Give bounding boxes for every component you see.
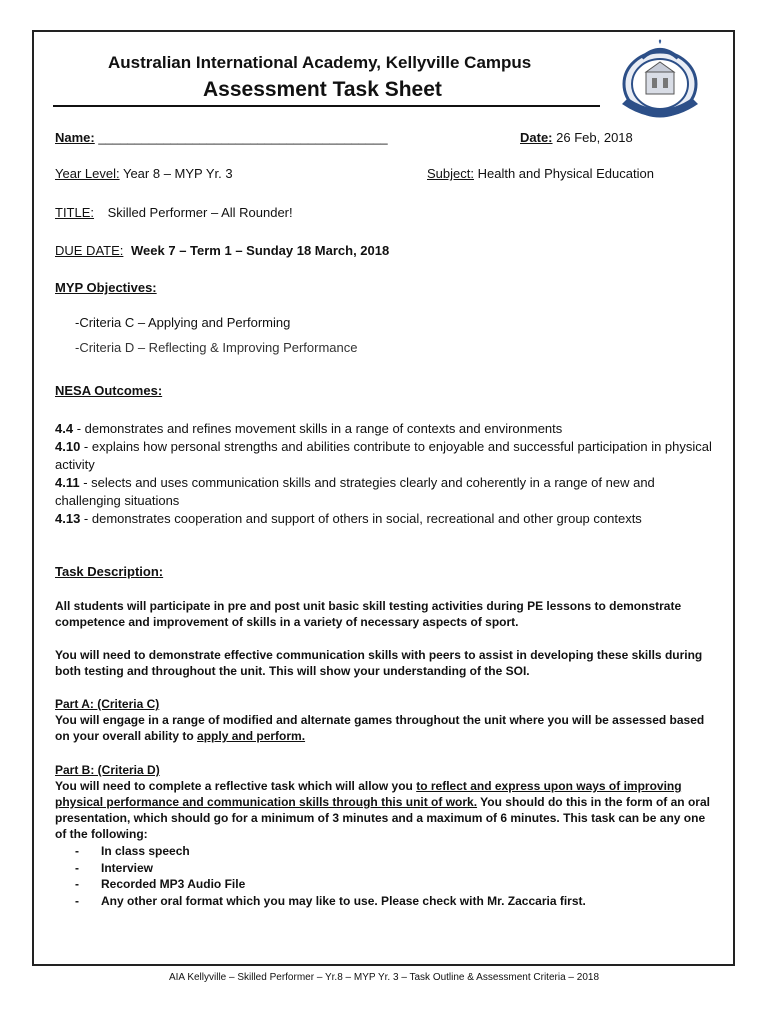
- subject-label: Subject:: [427, 166, 474, 181]
- date-row: [520, 130, 633, 145]
- due-label: DUE DATE:: [55, 243, 124, 258]
- subject-row: [427, 166, 654, 181]
- title-row: [55, 205, 293, 220]
- due-value: Week 7 – Term 1 – Sunday 18 March, 2018: [131, 243, 390, 258]
- task-heading: Task Description:: [55, 564, 164, 579]
- title-value: Skilled Performer – All Rounder!: [107, 205, 293, 220]
- part-a-text: You will engage in a range of modified and alternate games throughout the unit where you will be assessed based on your overall ability to apply and perform.: [55, 713, 705, 743]
- part-a: [55, 696, 715, 744]
- list-item: - Interview: [75, 860, 154, 875]
- list-item: - In class speech: [75, 844, 190, 858]
- option-list: [75, 843, 586, 909]
- myp-heading: MYP Objectives:: [55, 280, 157, 295]
- nesa-item: 4.11 - selects and uses communication skills and strategies clearly and coherently in a range of new and challenging situations: [55, 475, 655, 508]
- myp-item: -Criteria C – Applying and Performing: [75, 315, 291, 330]
- task-paragraph-2: You will need to demonstrate effective communication skills with peers to assist in developing these skills during both testing and throughout the unit. This will show your understanding of the SOI.: [55, 648, 703, 678]
- part-a-heading: Part A: (Criteria C): [55, 697, 160, 711]
- title-label: TITLE:: [55, 205, 95, 220]
- part-b: [55, 762, 715, 842]
- task-paragraph-1: All students will participate in pre and post unit basic skill testing activities during PE lessons to demonstrate competence and improvement of skills in a variety of necessary aspects of sport.: [55, 599, 682, 629]
- myp-item: -Criteria D – Reflecting & Improving Performance: [75, 340, 358, 355]
- page-footer: AIA Kellyville – Skilled Performer – Yr.8 – MYP Yr. 3 – Task Outline & Assessment Criteria – 2018: [168, 972, 600, 983]
- part-b-text: You will need to complete a reflective task which will allow you to reflect and express upon ways of improving physical performance and communication skills through this unit of work. You should do this in the form of an oral presentation, which should go for a minimum of 3 minutes and a maximum of 6 minutes. This task can be any one of the following:: [55, 779, 710, 841]
- due-row: [55, 243, 389, 258]
- date-value: 26 Feb, 2018: [556, 130, 633, 145]
- date-label: Date:: [520, 130, 553, 145]
- nesa-item: 4.13 - demonstrates cooperation and support of others in social, recreational and other group contexts: [55, 511, 642, 526]
- subject-value: Health and Physical Education: [477, 166, 654, 181]
- year-label: Year Level:: [55, 166, 120, 181]
- year-value: Year 8 – MYP Yr. 3: [122, 166, 233, 181]
- nesa-item: 4.4 - demonstrates and refines movement skills in a range of contexts and environments: [55, 421, 563, 436]
- page-title: Assessment Task Sheet: [203, 78, 442, 101]
- nesa-outcomes: [55, 420, 715, 528]
- list-item: - Any other oral format which you may like to use. Please check with Mr. Zaccaria first.: [75, 893, 586, 908]
- school-name: Australian International Academy, Kellyville Campus: [108, 53, 532, 72]
- nesa-heading: NESA Outcomes:: [55, 383, 163, 398]
- name-label: Name:: [55, 130, 95, 145]
- name-field[interactable]: ________________________________________: [98, 130, 388, 145]
- name-row: [55, 130, 388, 145]
- school-crest-icon: [612, 38, 708, 122]
- list-item: - Recorded MP3 Audio File: [75, 877, 246, 891]
- year-row: [55, 166, 233, 181]
- title-rule: [53, 105, 600, 107]
- nesa-item: 4.10 - explains how personal strengths and abilities contribute to enjoyable and successful participation in physical activity: [55, 439, 712, 472]
- part-b-heading: Part B: (Criteria D): [55, 763, 160, 777]
